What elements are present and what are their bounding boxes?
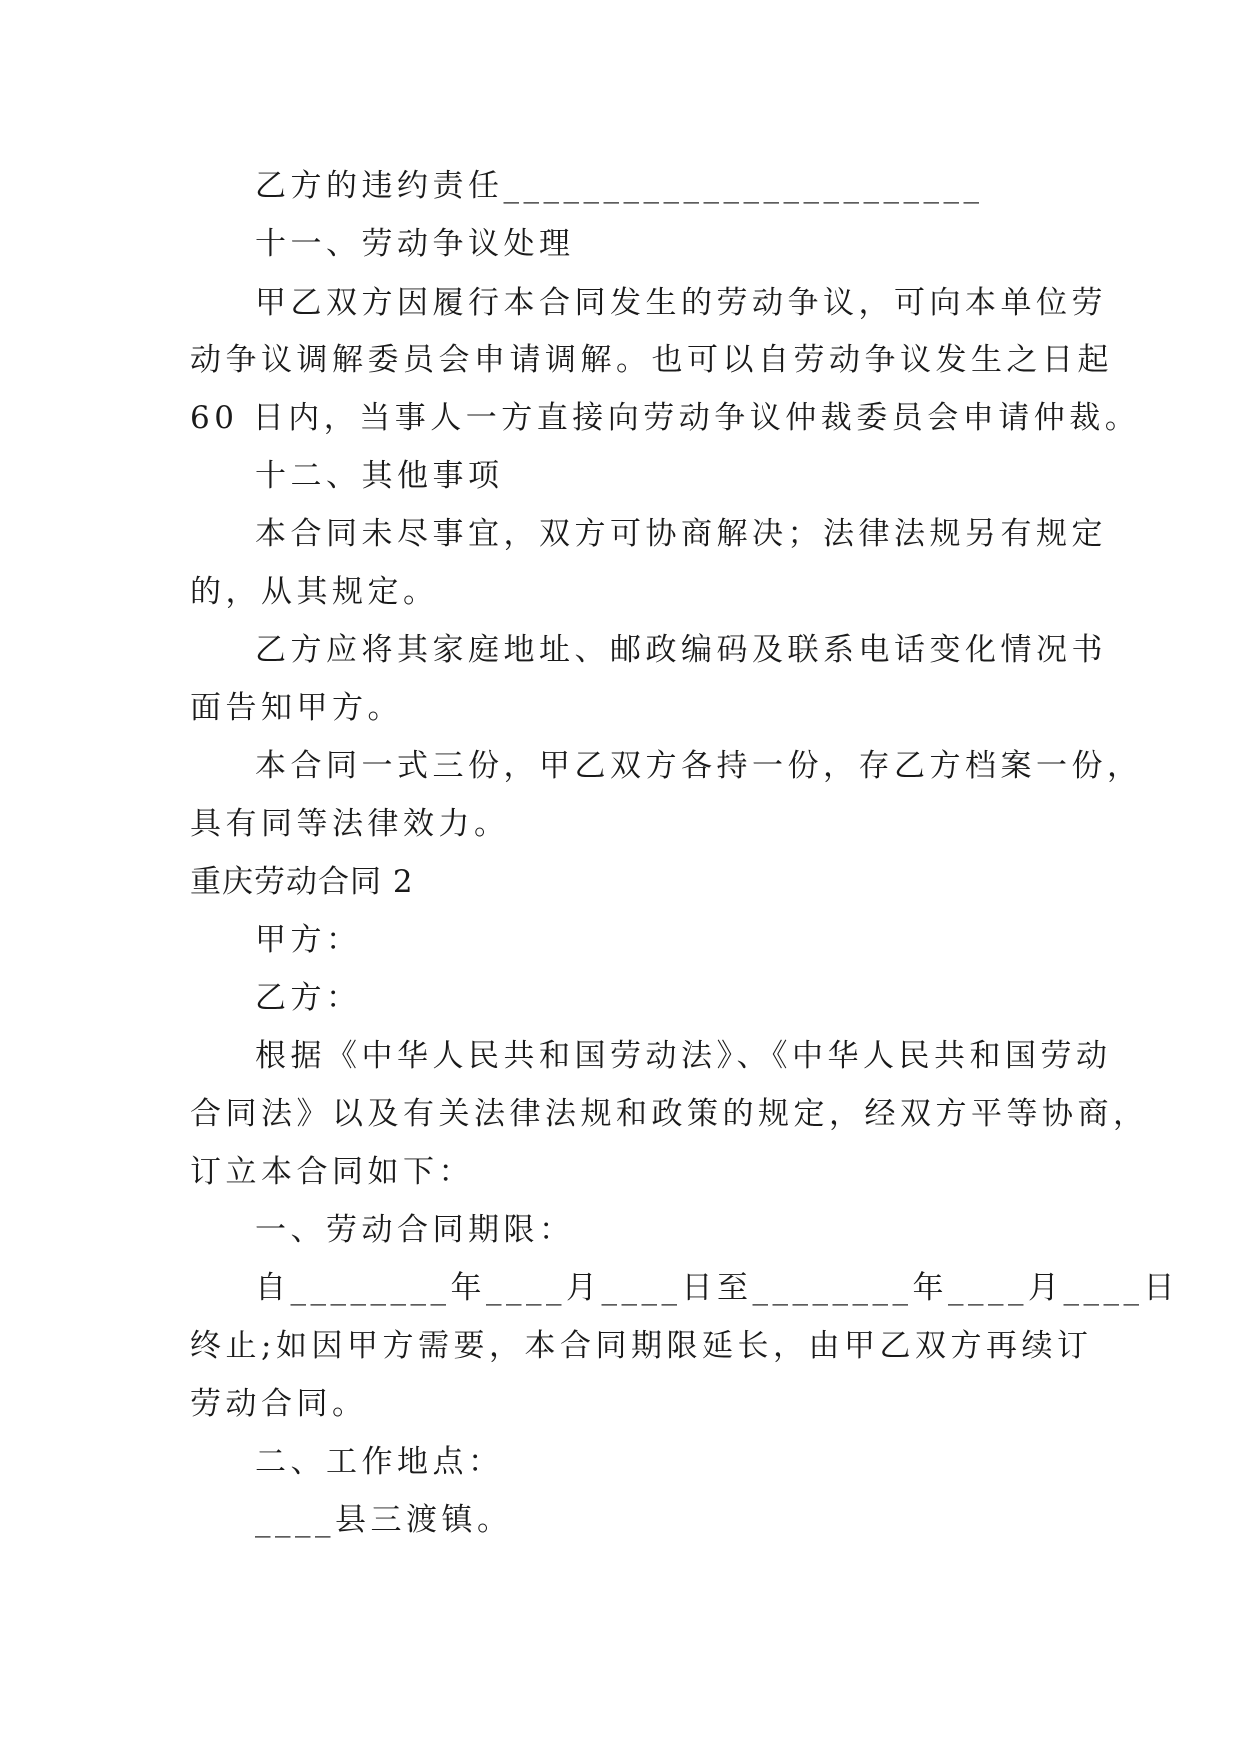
paragraph-line: 本合同一式三份，甲乙双方各持一份，存乙方档案一份， <box>255 748 1143 784</box>
section-1-heading: 一、劳动合同期限： <box>255 1212 575 1248</box>
paragraph-line: 60 日内，当事人一方直接向劳动争议仲裁委员会申请仲裁。 <box>190 400 1141 436</box>
section-2-heading: 二、工作地点： <box>255 1444 504 1480</box>
contract-term-line: 自________年____月____日至________年____月____日 <box>255 1270 1179 1306</box>
section-11-heading: 十一、劳动争议处理 <box>255 226 575 262</box>
paragraph-line: 面告知甲方。 <box>190 690 403 726</box>
section-12-heading: 十二、其他事项 <box>255 458 504 494</box>
paragraph-line: 本合同未尽事宜，双方可协商解决；法律法规另有规定 <box>255 516 1107 552</box>
paragraph-line: 甲乙双方因履行本合同发生的劳动争议，可向本单位劳 <box>255 285 1107 321</box>
paragraph-line: 的，从其规定。 <box>190 574 439 610</box>
contract-2-title: 重庆劳动合同 2 <box>190 864 414 900</box>
paragraph-line: 劳动合同。 <box>190 1386 368 1422</box>
paragraph-line: 动争议调解委员会申请调解。也可以自劳动争议发生之日起 <box>190 342 1113 378</box>
paragraph-line: 根据《中华人民共和国劳动法》、《中华人民共和国劳动 <box>255 1038 1112 1074</box>
party-b-label: 乙方： <box>255 980 362 1016</box>
party-a-label: 甲方： <box>255 922 362 958</box>
paragraph-line: 终止;如因甲方需要，本合同期限延长，由甲乙双方再续订 <box>190 1328 1093 1364</box>
breach-liability-line: 乙方的违约责任________________________ <box>255 168 984 204</box>
paragraph-line: 订立本合同如下： <box>190 1154 474 1190</box>
paragraph-line: 合同法》以及有关法律法规和政策的规定，经双方平等协商， <box>190 1096 1149 1132</box>
paragraph-line: 具有同等法律效力。 <box>190 806 510 842</box>
work-location-line: ____县三渡镇。 <box>255 1502 513 1538</box>
paragraph-line: 乙方应将其家庭地址、邮政编码及联系电话变化情况书 <box>255 632 1107 668</box>
